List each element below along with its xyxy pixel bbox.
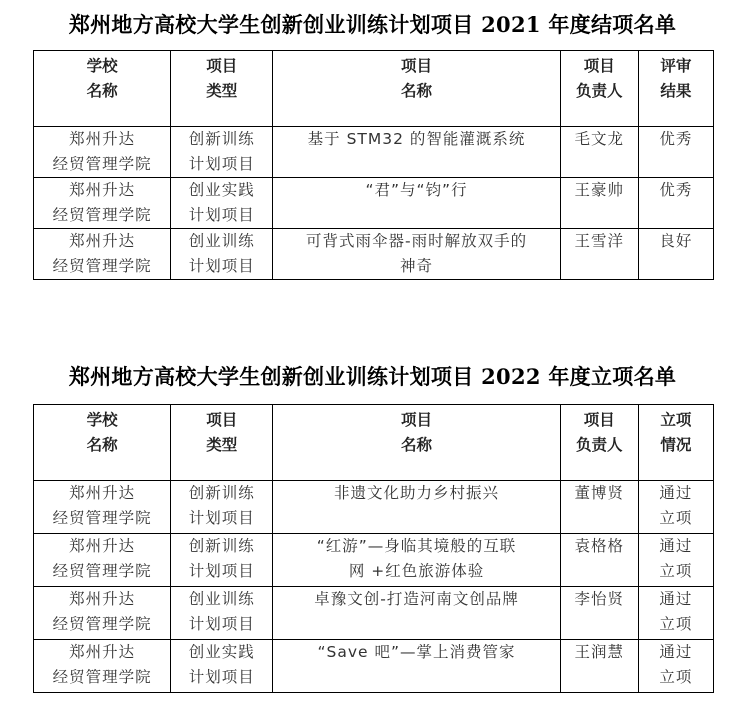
- cell-result: [638, 534, 713, 587]
- cell-text-line: 通过: [659, 643, 693, 661]
- cell-text-line: 项目: [583, 56, 615, 75]
- cell-text-line: 神奇: [400, 257, 434, 275]
- cell-text-line: 郑州升达: [69, 130, 136, 148]
- cell-text-line: 结果: [660, 81, 692, 100]
- cell-text-line: 项目: [206, 410, 238, 429]
- cell-text-line: 通过: [659, 590, 693, 608]
- cell-text-line: 计划项目: [188, 615, 255, 633]
- cell-type: [171, 229, 273, 280]
- cell-text-line: 优秀: [659, 181, 693, 199]
- table1: [33, 50, 714, 280]
- cell-type: [171, 178, 273, 229]
- header-leader: [560, 51, 638, 127]
- table-row: [34, 481, 714, 534]
- cell-text-line: 项目: [401, 410, 433, 429]
- cell-text-line: 郑州升达: [69, 643, 136, 661]
- cell-text-line: 情况: [660, 435, 692, 454]
- cell-text-line: 名称: [86, 81, 118, 100]
- cell-text-line: 经贸管理学院: [52, 257, 152, 275]
- table1-title: 郑州地方高校大学生创新创业训练计划项目 2021 年度结项名单: [68, 12, 677, 37]
- table-row: [34, 534, 714, 587]
- cell-project-name: [273, 229, 560, 280]
- cell-text-line: 董博贤: [574, 484, 625, 502]
- header-type: [171, 51, 273, 127]
- cell-type: [171, 127, 273, 178]
- cell-leader: [560, 178, 638, 229]
- cell-text-line: 类型: [206, 435, 238, 454]
- cell-result: [638, 640, 713, 693]
- cell-school: [34, 587, 171, 640]
- cell-text-line: 计划项目: [188, 668, 255, 686]
- cell-result: [638, 481, 713, 534]
- cell-text-line: 良好: [659, 232, 693, 250]
- cell-leader: [560, 587, 638, 640]
- header-name: [273, 405, 560, 481]
- cell-text-line: 项目: [206, 56, 238, 75]
- cell-text-line: 计划项目: [188, 562, 255, 580]
- table-row: [34, 127, 714, 178]
- cell-result: [638, 587, 713, 640]
- cell-type: [171, 481, 273, 534]
- cell-text-line: 创业训练: [188, 590, 255, 608]
- cell-text-line: 经贸管理学院: [52, 615, 152, 633]
- cell-project-name: [273, 481, 560, 534]
- cell-text-line: 创业实践: [188, 643, 255, 661]
- cell-text-line: 经贸管理学院: [52, 155, 152, 173]
- cell-leader: [560, 229, 638, 280]
- cell-project-name: [273, 640, 560, 693]
- cell-text-line: 王雪洋: [574, 232, 625, 250]
- cell-text-line: 立项: [659, 509, 693, 527]
- cell-result: [638, 229, 713, 280]
- cell-text-line: 创业训练: [188, 232, 255, 250]
- cell-result: [638, 178, 713, 229]
- cell-project-name: [273, 178, 560, 229]
- cell-leader: [560, 481, 638, 534]
- cell-school: [34, 534, 171, 587]
- cell-project-name: [273, 534, 560, 587]
- header-name: [273, 51, 560, 127]
- header-result: [638, 405, 713, 481]
- table-row: [34, 587, 714, 640]
- cell-text-line: 可背式雨伞器-雨时解放双手的: [305, 232, 528, 250]
- cell-text-line: 立项: [659, 562, 693, 580]
- header-leader: [560, 405, 638, 481]
- cell-text-line: 名称: [401, 435, 433, 454]
- cell-text-line: 创新训练: [188, 537, 255, 555]
- cell-text-line: 经贸管理学院: [52, 206, 152, 224]
- header-school: [34, 51, 171, 127]
- cell-text-line: 卓豫文创-打造河南文创品牌: [314, 590, 519, 608]
- table-header-row: [34, 405, 714, 481]
- cell-text-line: 通过: [659, 537, 693, 555]
- header-type: [171, 405, 273, 481]
- cell-text-line: 郑州升达: [69, 232, 136, 250]
- cell-type: [171, 587, 273, 640]
- cell-text-line: 立项: [659, 668, 693, 686]
- cell-text-line: 郑州升达: [69, 181, 136, 199]
- cell-school: [34, 127, 171, 178]
- cell-text-line: 网 +红色旅游体验: [348, 562, 485, 580]
- cell-text-line: 毛文龙: [574, 130, 625, 148]
- cell-text-line: 李怡贤: [574, 590, 625, 608]
- cell-school: [34, 178, 171, 229]
- cell-text-line: 立项: [660, 410, 692, 429]
- header-school: [34, 405, 171, 481]
- cell-text-line: 创新训练: [188, 484, 255, 502]
- cell-text-line: “Save 吧”—掌上消费管家: [317, 643, 516, 661]
- table-row: [34, 640, 714, 693]
- cell-text-line: 名称: [86, 435, 118, 454]
- cell-text-line: 名称: [401, 81, 433, 100]
- cell-text-line: 基于 STM32 的智能灌溉系统: [307, 130, 526, 148]
- cell-text-line: 计划项目: [188, 155, 255, 173]
- cell-text-line: 学校: [86, 410, 118, 429]
- cell-leader: [560, 640, 638, 693]
- cell-leader: [560, 127, 638, 178]
- cell-text-line: 非遗文化助力乡村振兴: [334, 484, 500, 502]
- table2: [33, 404, 714, 693]
- cell-text-line: 负责人: [576, 435, 623, 454]
- cell-leader: [560, 534, 638, 587]
- cell-text-line: 立项: [659, 615, 693, 633]
- cell-type: [171, 534, 273, 587]
- cell-text-line: 王豪帅: [574, 181, 625, 199]
- cell-text-line: 创新训练: [188, 130, 255, 148]
- cell-project-name: [273, 587, 560, 640]
- cell-text-line: 计划项目: [188, 509, 255, 527]
- cell-text-line: 项目: [401, 56, 433, 75]
- cell-text-line: 项目: [583, 410, 615, 429]
- cell-text-line: 评审: [660, 56, 692, 75]
- cell-text-line: 负责人: [576, 81, 623, 100]
- cell-type: [171, 640, 273, 693]
- cell-text-line: 王润慧: [574, 643, 625, 661]
- cell-school: [34, 229, 171, 280]
- cell-school: [34, 640, 171, 693]
- table-row: [34, 178, 714, 229]
- cell-text-line: “红游”—身临其境般的互联: [316, 537, 517, 555]
- cell-result: [638, 127, 713, 178]
- cell-project-name: [273, 127, 560, 178]
- cell-text-line: 优秀: [659, 130, 693, 148]
- cell-text-line: 郑州升达: [69, 537, 136, 555]
- cell-school: [34, 481, 171, 534]
- cell-text-line: 经贸管理学院: [52, 509, 152, 527]
- cell-text-line: 通过: [659, 484, 693, 502]
- cell-text-line: 创业实践: [188, 181, 255, 199]
- cell-text-line: 计划项目: [188, 206, 255, 224]
- cell-text-line: 袁格格: [574, 537, 625, 555]
- cell-text-line: “君”与“钧”行: [365, 181, 468, 199]
- cell-text-line: 类型: [206, 81, 238, 100]
- cell-text-line: 计划项目: [188, 257, 255, 275]
- header-result: [638, 51, 713, 127]
- cell-text-line: 经贸管理学院: [52, 562, 152, 580]
- cell-text-line: 郑州升达: [69, 484, 136, 502]
- table-row: [34, 229, 714, 280]
- cell-text-line: 郑州升达: [69, 590, 136, 608]
- table-header-row: [34, 51, 714, 127]
- table2-title: 郑州地方高校大学生创新创业训练计划项目 2022 年度立项名单: [68, 364, 677, 389]
- cell-text-line: 经贸管理学院: [52, 668, 152, 686]
- cell-text-line: 学校: [86, 56, 118, 75]
